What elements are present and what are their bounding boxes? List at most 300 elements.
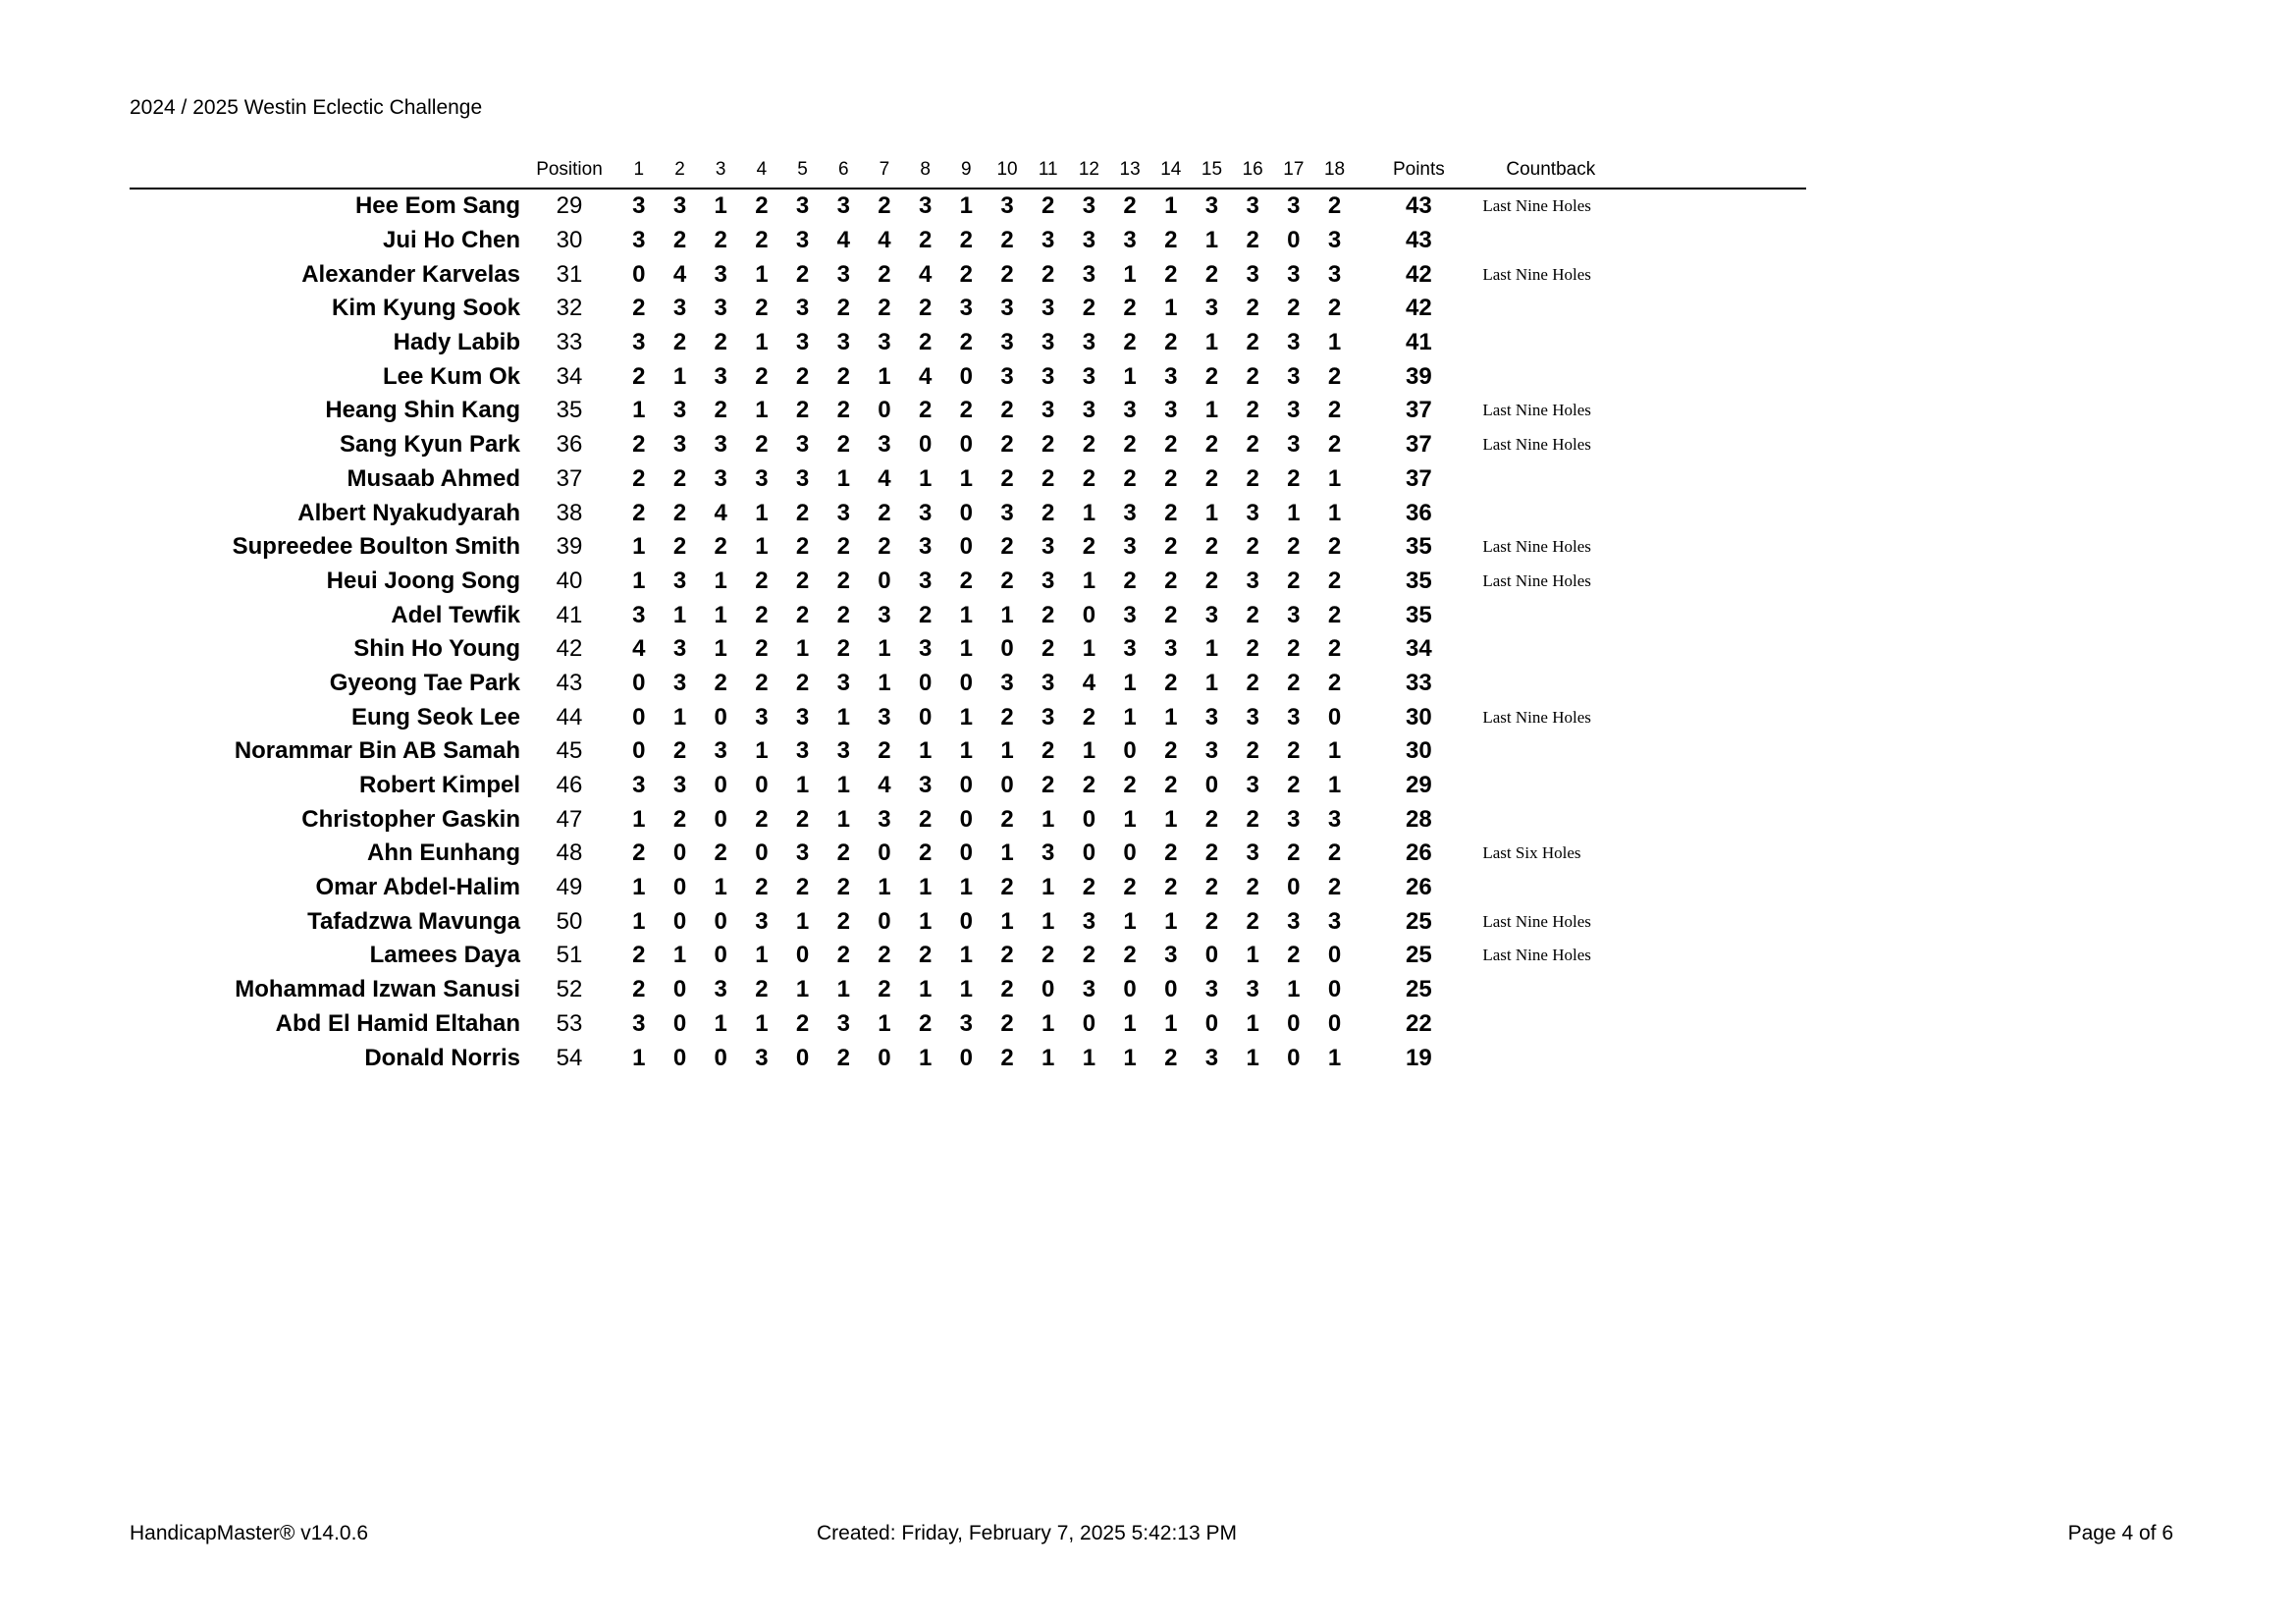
hole-score: 3 <box>632 601 646 628</box>
hole-score: 3 <box>1327 805 1342 833</box>
table-row <box>130 394 1806 428</box>
hole-score: 2 <box>1246 669 1259 696</box>
hole-score: 1 <box>836 805 850 833</box>
hole-score: 3 <box>1082 362 1096 390</box>
hole-column-header: 3 <box>700 152 741 189</box>
hole-score: 2 <box>714 397 727 424</box>
countback-note <box>1482 667 1806 701</box>
hole-score: 2 <box>1041 192 1055 220</box>
hole-score: 1 <box>795 772 810 799</box>
hole-score: 3 <box>632 227 646 254</box>
hole-score: 1 <box>1082 737 1096 765</box>
hole-score: 1 <box>1204 499 1219 526</box>
hole-score: 1 <box>795 907 810 935</box>
hole-score: 2 <box>1164 533 1178 561</box>
hole-score: 1 <box>959 874 974 901</box>
hole-score: 1 <box>1204 227 1219 254</box>
hole-score: 3 <box>795 839 810 867</box>
hole-score: 0 <box>1123 839 1137 867</box>
document-title: 2024 / 2025 Westin Eclectic Challenge <box>130 96 483 119</box>
hole-score: 0 <box>959 362 974 390</box>
hole-score: 2 <box>1000 874 1014 901</box>
hole-score: 3 <box>672 192 687 220</box>
hole-score: 3 <box>795 703 810 731</box>
player-points: 35 <box>1406 567 1432 594</box>
hole-score: 2 <box>1164 464 1178 492</box>
hole-score: 0 <box>1287 1009 1301 1037</box>
hole-score: 3 <box>672 635 687 663</box>
hole-score: 0 <box>1082 839 1096 867</box>
player-name: Hee Eom Sang <box>354 192 520 220</box>
hole-score: 2 <box>959 567 974 594</box>
player-position: 46 <box>556 772 583 799</box>
hole-score: 3 <box>795 464 810 492</box>
hole-score: 3 <box>1041 703 1055 731</box>
hole-score: 2 <box>1246 397 1259 424</box>
hole-score: 2 <box>878 192 891 220</box>
hole-score: 1 <box>1327 499 1342 526</box>
table-row <box>130 292 1806 326</box>
hole-score: 3 <box>1082 227 1096 254</box>
hole-score: 2 <box>1123 192 1137 220</box>
hole-score: 1 <box>1123 907 1137 935</box>
player-points: 42 <box>1406 295 1432 322</box>
hole-score: 1 <box>714 635 727 663</box>
points-column-header: Points <box>1355 152 1482 189</box>
player-name: Heui Joong Song <box>326 567 520 594</box>
hole-score: 1 <box>1041 907 1055 935</box>
hole-score: 3 <box>1164 635 1178 663</box>
hole-score: 2 <box>1164 567 1178 594</box>
hole-score: 2 <box>1204 431 1219 459</box>
hole-score: 2 <box>632 499 646 526</box>
player-position: 54 <box>556 1044 583 1071</box>
hole-score: 2 <box>1041 260 1055 288</box>
player-name: Lamees Daya <box>369 942 520 969</box>
hole-score: 2 <box>755 669 769 696</box>
hole-score: 3 <box>1000 192 1014 220</box>
hole-score: 2 <box>836 601 850 628</box>
hole-score: 2 <box>1041 464 1055 492</box>
hole-score: 1 <box>795 976 810 1003</box>
hole-score: 2 <box>714 329 727 356</box>
hole-column-header: 10 <box>987 152 1028 189</box>
hole-score: 1 <box>1082 567 1096 594</box>
hole-score: 1 <box>918 1044 933 1071</box>
hole-score: 0 <box>878 907 891 935</box>
hole-score: 1 <box>1287 499 1301 526</box>
hole-column-header: 16 <box>1232 152 1273 189</box>
hole-score: 3 <box>878 601 891 628</box>
hole-score: 3 <box>1204 737 1219 765</box>
hole-score: 2 <box>1287 295 1301 322</box>
hole-score: 0 <box>1327 976 1342 1003</box>
hole-score: 3 <box>1287 329 1301 356</box>
hole-score: 2 <box>1123 942 1137 969</box>
table-row <box>130 904 1806 939</box>
hole-score: 0 <box>795 1044 810 1071</box>
countback-note <box>1482 632 1806 667</box>
hole-score: 3 <box>1082 329 1096 356</box>
table-row <box>130 189 1806 224</box>
hole-score: 1 <box>1246 942 1259 969</box>
hole-score: 3 <box>1082 192 1096 220</box>
hole-score: 1 <box>1164 703 1178 731</box>
hole-score: 0 <box>632 669 646 696</box>
player-position: 52 <box>556 976 583 1003</box>
countback-note: Last Nine Holes <box>1482 537 1591 557</box>
hole-score: 2 <box>1041 635 1055 663</box>
hole-score: 3 <box>714 362 727 390</box>
hole-score: 3 <box>918 567 933 594</box>
hole-score: 1 <box>672 942 687 969</box>
player-position: 32 <box>556 295 583 322</box>
hole-score: 2 <box>714 533 727 561</box>
hole-score: 2 <box>918 601 933 628</box>
hole-column-header: 13 <box>1109 152 1150 189</box>
countback-note <box>1482 802 1806 837</box>
hole-score: 0 <box>1327 1009 1342 1037</box>
hole-score: 2 <box>1327 192 1342 220</box>
hole-score: 2 <box>836 874 850 901</box>
hole-score: 3 <box>878 329 891 356</box>
hole-score: 1 <box>918 976 933 1003</box>
player-points: 25 <box>1406 907 1432 935</box>
hole-score: 1 <box>672 601 687 628</box>
hole-score: 2 <box>1204 533 1219 561</box>
hole-score: 2 <box>672 805 687 833</box>
countback-note: Last Nine Holes <box>1482 946 1591 965</box>
player-points: 19 <box>1406 1044 1432 1071</box>
countback-note: Last Nine Holes <box>1482 196 1591 216</box>
hole-score: 0 <box>959 533 974 561</box>
player-points: 41 <box>1406 329 1432 356</box>
hole-score: 2 <box>1000 397 1014 424</box>
hole-score: 3 <box>672 431 687 459</box>
hole-score: 3 <box>1204 703 1219 731</box>
hole-score: 3 <box>714 464 727 492</box>
hole-score: 1 <box>1164 907 1178 935</box>
hole-score: 3 <box>1000 669 1014 696</box>
player-name: Sang Kyun Park <box>339 431 520 459</box>
hole-score: 3 <box>1246 703 1259 731</box>
player-points: 35 <box>1406 533 1432 561</box>
hole-score: 2 <box>1246 907 1259 935</box>
player-position: 53 <box>556 1009 583 1037</box>
player-position: 51 <box>556 942 583 969</box>
hole-score: 0 <box>1000 772 1014 799</box>
table-row <box>130 632 1806 667</box>
hole-score: 3 <box>1041 839 1055 867</box>
hole-score: 3 <box>1082 907 1096 935</box>
hole-score: 2 <box>1082 942 1096 969</box>
hole-score: 1 <box>795 635 810 663</box>
hole-score: 3 <box>1204 976 1219 1003</box>
hole-column-header: 2 <box>660 152 701 189</box>
hole-score: 3 <box>1123 227 1137 254</box>
hole-score: 0 <box>632 703 646 731</box>
table-row <box>130 530 1806 565</box>
hole-score: 2 <box>1123 772 1137 799</box>
hole-score: 2 <box>632 464 646 492</box>
hole-score: 2 <box>1164 772 1178 799</box>
hole-score: 2 <box>755 362 769 390</box>
hole-score: 1 <box>918 464 933 492</box>
hole-score: 0 <box>1327 942 1342 969</box>
hole-score: 2 <box>1000 260 1014 288</box>
hole-score: 2 <box>1164 669 1178 696</box>
hole-score: 2 <box>1327 874 1342 901</box>
hole-score: 3 <box>836 192 850 220</box>
hole-score: 3 <box>1246 192 1259 220</box>
hole-score: 2 <box>755 635 769 663</box>
hole-score: 0 <box>714 805 727 833</box>
hole-score: 3 <box>959 295 974 322</box>
hole-score: 3 <box>755 464 769 492</box>
hole-score: 1 <box>836 976 850 1003</box>
player-name: Christopher Gaskin <box>301 805 520 833</box>
hole-score: 0 <box>959 839 974 867</box>
hole-score: 2 <box>1327 601 1342 628</box>
hole-score: 3 <box>878 431 891 459</box>
countback-note <box>1482 598 1806 632</box>
table-row <box>130 359 1806 394</box>
hole-score: 2 <box>1123 567 1137 594</box>
table-row <box>130 428 1806 462</box>
hole-score: 1 <box>714 874 727 901</box>
hole-score: 2 <box>1246 874 1259 901</box>
hole-score: 1 <box>755 737 769 765</box>
hole-score: 3 <box>1246 567 1259 594</box>
hole-score: 2 <box>836 942 850 969</box>
player-points: 30 <box>1406 737 1432 765</box>
hole-score: 3 <box>1164 362 1178 390</box>
hole-score: 0 <box>959 805 974 833</box>
hole-score: 4 <box>632 635 646 663</box>
hole-score: 1 <box>632 567 646 594</box>
hole-score: 2 <box>672 464 687 492</box>
hole-score: 3 <box>1000 329 1014 356</box>
hole-score: 2 <box>1246 601 1259 628</box>
hole-score: 3 <box>1287 431 1301 459</box>
hole-score: 3 <box>918 192 933 220</box>
hole-score: 1 <box>918 874 933 901</box>
hole-score: 2 <box>836 533 850 561</box>
hole-score: 4 <box>1082 669 1096 696</box>
hole-score: 0 <box>714 772 727 799</box>
table-row <box>130 224 1806 258</box>
hole-score: 3 <box>1287 260 1301 288</box>
player-name: Norammar Bin AB Samah <box>234 737 520 765</box>
player-points: 26 <box>1406 839 1432 867</box>
hole-score: 2 <box>632 431 646 459</box>
hole-score: 3 <box>672 772 687 799</box>
hole-score: 2 <box>1204 874 1219 901</box>
hole-column-header: 6 <box>823 152 864 189</box>
player-points: 39 <box>1406 362 1432 390</box>
hole-score: 0 <box>1287 874 1301 901</box>
table-row <box>130 598 1806 632</box>
hole-score: 1 <box>959 737 974 765</box>
hole-score: 1 <box>959 192 974 220</box>
hole-score: 2 <box>1246 635 1259 663</box>
hole-score: 1 <box>1000 907 1014 935</box>
hole-score: 2 <box>1000 1009 1014 1037</box>
hole-score: 0 <box>1082 805 1096 833</box>
hole-score: 2 <box>1204 567 1219 594</box>
hole-score: 1 <box>1082 635 1096 663</box>
hole-score: 2 <box>795 499 810 526</box>
hole-score: 2 <box>1123 329 1137 356</box>
hole-score: 3 <box>632 192 646 220</box>
hole-score: 1 <box>755 533 769 561</box>
player-points: 43 <box>1406 192 1432 220</box>
hole-score: 0 <box>959 669 974 696</box>
hole-score: 1 <box>1123 669 1137 696</box>
hole-score: 3 <box>672 397 687 424</box>
hole-score: 3 <box>1082 260 1096 288</box>
hole-score: 3 <box>714 295 727 322</box>
hole-score: 3 <box>1287 601 1301 628</box>
hole-column-header: 11 <box>1028 152 1069 189</box>
hole-score: 2 <box>959 260 974 288</box>
hole-score: 2 <box>795 260 810 288</box>
hole-score: 2 <box>755 295 769 322</box>
hole-score: 2 <box>1327 669 1342 696</box>
hole-score: 1 <box>1082 1044 1096 1071</box>
hole-score: 3 <box>1287 703 1301 731</box>
table-row <box>130 462 1806 497</box>
countback-note <box>1482 1007 1806 1042</box>
hole-score: 3 <box>1246 839 1259 867</box>
hole-score: 1 <box>1204 669 1219 696</box>
hole-score: 2 <box>918 227 933 254</box>
hole-score: 3 <box>836 669 850 696</box>
player-position: 42 <box>556 635 583 663</box>
table-header-row <box>130 152 1806 189</box>
hole-score: 0 <box>1327 703 1342 731</box>
hole-score: 2 <box>1246 362 1259 390</box>
hole-score: 2 <box>836 397 850 424</box>
hole-score: 4 <box>878 227 891 254</box>
hole-score: 2 <box>795 1009 810 1037</box>
hole-score: 2 <box>1082 295 1096 322</box>
countback-note <box>1482 973 1806 1007</box>
table-row <box>130 326 1806 360</box>
player-position: 44 <box>556 703 583 731</box>
hole-score: 2 <box>1287 533 1301 561</box>
hole-column-header: 18 <box>1314 152 1356 189</box>
hole-score: 2 <box>836 362 850 390</box>
table-row <box>130 565 1806 599</box>
hole-score: 2 <box>672 227 687 254</box>
hole-score: 3 <box>1287 907 1301 935</box>
hole-score: 3 <box>1287 397 1301 424</box>
hole-score: 2 <box>959 227 974 254</box>
hole-score: 1 <box>1123 1044 1137 1071</box>
hole-score: 1 <box>632 874 646 901</box>
hole-score: 1 <box>672 703 687 731</box>
hole-score: 3 <box>795 431 810 459</box>
hole-score: 3 <box>1123 635 1137 663</box>
player-name: Abd El Hamid Eltahan <box>275 1009 520 1037</box>
hole-score: 2 <box>1327 295 1342 322</box>
hole-score: 1 <box>959 601 974 628</box>
player-name: Hady Labib <box>393 329 520 356</box>
hole-score: 2 <box>755 874 769 901</box>
countback-note: Last Nine Holes <box>1482 264 1591 284</box>
hole-score: 2 <box>836 295 850 322</box>
player-position: 31 <box>556 260 583 288</box>
results-body <box>130 189 1806 1075</box>
hole-column-header: 12 <box>1069 152 1110 189</box>
hole-score: 2 <box>632 295 646 322</box>
hole-score: 4 <box>878 464 891 492</box>
hole-score: 2 <box>1000 942 1014 969</box>
hole-score: 2 <box>672 499 687 526</box>
player-name: Adel Tewfik <box>391 601 520 628</box>
hole-score: 2 <box>1204 362 1219 390</box>
hole-score: 2 <box>1000 703 1014 731</box>
hole-score: 2 <box>836 1044 850 1071</box>
hole-score: 0 <box>878 567 891 594</box>
hole-score: 1 <box>878 635 891 663</box>
hole-score: 3 <box>1246 260 1259 288</box>
hole-score: 2 <box>1287 635 1301 663</box>
hole-score: 2 <box>878 533 891 561</box>
table-row <box>130 973 1806 1007</box>
hole-score: 1 <box>632 533 646 561</box>
hole-score: 2 <box>1246 533 1259 561</box>
hole-column-header: 1 <box>618 152 660 189</box>
player-points: 37 <box>1406 431 1432 459</box>
hole-score: 3 <box>1327 260 1342 288</box>
player-position: 45 <box>556 737 583 765</box>
hole-score: 2 <box>1082 533 1096 561</box>
countback-note <box>1482 496 1806 530</box>
hole-score: 3 <box>1041 329 1055 356</box>
hole-score: 3 <box>714 431 727 459</box>
hole-score: 1 <box>1204 635 1219 663</box>
hole-score: 2 <box>1204 907 1219 935</box>
hole-score: 3 <box>632 329 646 356</box>
player-position: 50 <box>556 907 583 935</box>
hole-score: 3 <box>1000 499 1014 526</box>
hole-score: 2 <box>1287 772 1301 799</box>
player-position: 39 <box>556 533 583 561</box>
hole-score: 0 <box>714 1044 727 1071</box>
hole-score: 2 <box>1000 976 1014 1003</box>
player-points: 37 <box>1406 464 1432 492</box>
hole-score: 1 <box>1327 329 1342 356</box>
hole-score: 2 <box>918 397 933 424</box>
hole-score: 2 <box>1123 431 1137 459</box>
position-column-header: Position <box>520 152 618 189</box>
hole-score: 2 <box>1164 601 1178 628</box>
hole-score: 2 <box>755 976 769 1003</box>
hole-score: 4 <box>672 260 687 288</box>
hole-score: 0 <box>1041 976 1055 1003</box>
player-position: 38 <box>556 499 583 526</box>
player-points: 43 <box>1406 227 1432 254</box>
hole-score: 2 <box>1327 397 1342 424</box>
player-position: 36 <box>556 431 583 459</box>
hole-score: 2 <box>1000 1044 1014 1071</box>
player-name: Tafadzwa Mavunga <box>307 907 520 935</box>
hole-score: 2 <box>1164 737 1178 765</box>
hole-score: 1 <box>755 1009 769 1037</box>
hole-score: 0 <box>672 1044 687 1071</box>
